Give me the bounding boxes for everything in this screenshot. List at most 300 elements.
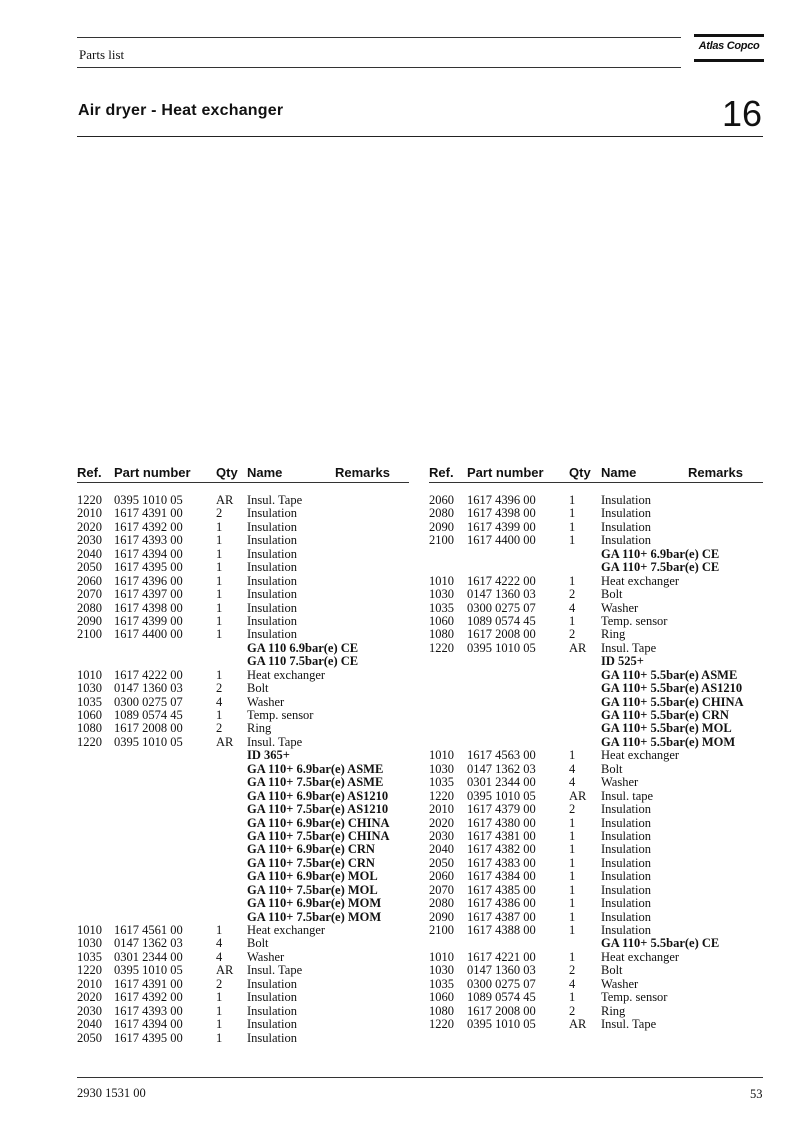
part-number-cell: 1617 4396 00 — [467, 493, 536, 507]
ref-cell: 1060 — [429, 990, 454, 1005]
model-heading: GA 110 6.9bar(e) CE — [247, 640, 359, 655]
ref-cell: 1220 — [429, 640, 454, 655]
model-heading-row — [429, 669, 763, 682]
part-number-cell: 1617 4385 00 — [467, 882, 536, 897]
qty-cell: 2 — [216, 506, 223, 521]
name-cell: Insul. Tape — [247, 734, 303, 749]
qty-cell: AR — [216, 493, 234, 507]
part-number-cell: 1617 4399 00 — [114, 613, 183, 628]
table-row — [429, 763, 763, 776]
part-number-cell: 1617 4393 00 — [114, 1003, 183, 1018]
page-number: 53 — [750, 1087, 763, 1101]
part-number-cell: 1617 4386 00 — [467, 896, 536, 911]
ref-cell: 1010 — [77, 667, 102, 682]
name-cell: Insulation — [247, 1003, 297, 1018]
name-cell: Insulation — [601, 909, 651, 924]
table-row — [77, 924, 409, 937]
model-heading-row — [429, 682, 763, 695]
qty-cell: 4 — [216, 936, 223, 951]
name-cell: Insulation — [601, 533, 651, 548]
ref-cell: 2060 — [429, 493, 454, 507]
model-heading-row — [77, 897, 409, 910]
ref-cell: 2050 — [77, 560, 102, 575]
table-row — [429, 1005, 763, 1018]
atlas-copco-logo — [694, 34, 764, 62]
model-heading-row — [429, 937, 763, 950]
model-heading-row — [77, 790, 409, 803]
model-heading-row — [77, 803, 409, 816]
model-heading: GA 110+ 6.9bar(e) CRN — [247, 842, 375, 857]
table-row — [429, 911, 763, 924]
qty-cell: 1 — [216, 519, 223, 534]
logo-text: Atlas Copco — [698, 40, 760, 52]
part-number-cell: 0395 1010 05 — [114, 734, 183, 749]
ref-cell: 2040 — [429, 842, 454, 857]
qty-cell: 1 — [569, 896, 576, 911]
model-heading: GA 110+ 5.5bar(e) CE — [601, 936, 720, 951]
ref-cell: 1035 — [429, 775, 454, 790]
part-number-cell: 1617 4391 00 — [114, 506, 183, 521]
qty-cell: AR — [569, 1017, 587, 1032]
table-row — [429, 521, 763, 534]
qty-cell: 1 — [569, 949, 576, 964]
part-number-cell: 0395 1010 05 — [467, 788, 536, 803]
part-number-cell: 1617 4388 00 — [467, 923, 536, 937]
name-cell: Insulation — [247, 533, 297, 548]
qty-cell: 2 — [216, 681, 223, 696]
left-col-remarks-header: Remarks — [335, 465, 390, 480]
left-col-ref-header: Ref. — [77, 465, 102, 480]
name-cell: Insulation — [247, 990, 297, 1005]
header-top-rule — [77, 37, 681, 38]
qty-cell: 2 — [216, 721, 223, 736]
ref-cell: 2050 — [77, 1030, 102, 1045]
part-number-cell: 0147 1360 03 — [467, 587, 536, 602]
model-heading: GA 110+ 6.9bar(e) MOM — [247, 896, 382, 911]
model-heading: GA 110+ 7.5bar(e) CHINA — [247, 828, 390, 843]
part-number-cell: 1617 4398 00 — [114, 600, 183, 615]
qty-cell: 4 — [569, 600, 576, 615]
footer-rule — [77, 1077, 763, 1078]
ref-cell: 2030 — [429, 828, 454, 843]
ref-cell: 1220 — [77, 734, 102, 749]
table-row — [429, 615, 763, 628]
qty-cell: 1 — [216, 533, 223, 548]
table-row — [77, 964, 409, 977]
name-cell: Insulation — [601, 896, 651, 911]
model-heading: GA 110+ 7.5bar(e) CRN — [247, 855, 375, 870]
model-heading-row — [77, 830, 409, 843]
qty-cell: 2 — [216, 976, 223, 991]
table-row — [429, 991, 763, 1004]
name-cell: Insulation — [601, 493, 651, 507]
table-row — [77, 521, 409, 534]
ref-cell: 2070 — [429, 882, 454, 897]
ref-cell: 2090 — [77, 613, 102, 628]
qty-cell: 1 — [569, 519, 576, 534]
ref-cell: 2090 — [429, 519, 454, 534]
model-heading-row — [77, 911, 409, 924]
table-row — [77, 937, 409, 950]
part-number-cell: 1617 4399 00 — [467, 519, 536, 534]
model-heading: GA 110+ 7.5bar(e) AS1210 — [247, 802, 389, 817]
ref-cell: 2030 — [77, 533, 102, 548]
part-number-cell: 1617 2008 00 — [114, 721, 183, 736]
ref-cell: 1035 — [429, 600, 454, 615]
table-row — [429, 628, 763, 641]
name-cell: Insulation — [247, 600, 297, 615]
ref-cell: 1035 — [429, 976, 454, 991]
table-row — [429, 870, 763, 883]
model-heading-row — [429, 655, 763, 668]
model-heading: GA 110+ 5.5bar(e) AS1210 — [601, 681, 743, 696]
model-heading: GA 110+ 6.9bar(e) CHINA — [247, 815, 390, 830]
qty-cell: 1 — [569, 533, 576, 548]
table-row — [429, 803, 763, 816]
table-row — [429, 1018, 763, 1031]
right-col-ref-header: Ref. — [429, 465, 454, 480]
table-row — [429, 978, 763, 991]
table-row — [77, 669, 409, 682]
table-row — [429, 642, 763, 655]
ref-cell: 1080 — [429, 627, 454, 642]
qty-cell: AR — [569, 640, 587, 655]
name-cell: Insulation — [247, 519, 297, 534]
left-col-part-header: Part number — [114, 465, 191, 480]
name-cell: Insulation — [601, 855, 651, 870]
table-row — [429, 749, 763, 762]
qty-cell: AR — [569, 788, 587, 803]
ref-cell: 2040 — [77, 546, 102, 561]
part-number-cell: 1617 4563 00 — [467, 748, 536, 763]
ref-cell: 1060 — [429, 613, 454, 628]
part-number-cell: 1617 4400 00 — [467, 533, 536, 548]
qty-cell: 1 — [216, 613, 223, 628]
model-heading: GA 110+ 7.5bar(e) CE — [601, 560, 720, 575]
ref-cell: 1030 — [77, 936, 102, 951]
qty-cell: 1 — [216, 1017, 223, 1032]
qty-cell: 1 — [216, 990, 223, 1005]
part-number-cell: 1617 4395 00 — [114, 1030, 183, 1045]
ref-cell: 2010 — [429, 802, 454, 817]
part-number-cell: 1617 2008 00 — [467, 627, 536, 642]
qty-cell: 4 — [216, 949, 223, 964]
part-number-cell: 0301 2344 00 — [467, 775, 536, 790]
name-cell: Washer — [601, 600, 639, 615]
model-heading-row — [77, 749, 409, 762]
part-number-cell: 1617 4400 00 — [114, 627, 183, 642]
page-title: Air dryer - Heat exchanger — [78, 102, 284, 119]
part-number-cell: 1617 4379 00 — [467, 802, 536, 817]
ref-cell: 2080 — [429, 896, 454, 911]
model-heading: GA 110+ 7.5bar(e) MOL — [247, 882, 378, 897]
qty-cell: 1 — [216, 1003, 223, 1018]
model-heading-row — [429, 722, 763, 735]
part-number-cell: 0300 0275 07 — [467, 976, 536, 991]
model-heading: GA 110+ 6.9bar(e) MOL — [247, 869, 378, 884]
name-cell: Insulation — [601, 802, 651, 817]
part-number-cell: 1089 0574 45 — [467, 990, 536, 1005]
ref-cell: 2080 — [77, 600, 102, 615]
ref-cell: 2060 — [429, 869, 454, 884]
ref-cell: 2040 — [77, 1017, 102, 1032]
ref-cell: 1220 — [429, 1017, 454, 1032]
qty-cell: 2 — [569, 627, 576, 642]
ref-cell: 2020 — [77, 990, 102, 1005]
qty-cell: 4 — [216, 694, 223, 709]
name-cell: Insulation — [247, 976, 297, 991]
table-row — [77, 1032, 409, 1045]
name-cell: Temp. sensor — [601, 613, 668, 628]
table-row — [77, 507, 409, 520]
part-number-cell: 1617 4222 00 — [467, 573, 536, 588]
table-row — [429, 602, 763, 615]
model-heading-row — [77, 817, 409, 830]
ref-cell: 2100 — [429, 923, 454, 937]
qty-cell: AR — [216, 963, 234, 978]
part-number-cell: 0395 1010 05 — [114, 493, 183, 507]
qty-cell: 1 — [216, 923, 223, 937]
model-heading-row — [429, 736, 763, 749]
ref-cell: 1030 — [77, 681, 102, 696]
model-heading-row — [429, 709, 763, 722]
model-heading: GA 110+ 5.5bar(e) CRN — [601, 708, 729, 722]
left-parts-table — [77, 494, 409, 1045]
table-row — [429, 776, 763, 789]
qty-cell: 1 — [569, 828, 576, 843]
qty-cell: 1 — [569, 613, 576, 628]
name-cell: Washer — [601, 976, 639, 991]
model-heading: GA 110 7.5bar(e) CE — [247, 654, 359, 669]
table-row — [429, 588, 763, 601]
ref-cell: 1220 — [77, 493, 102, 507]
part-number-cell: 0301 2344 00 — [114, 949, 183, 964]
name-cell: Insul. Tape — [601, 1017, 657, 1032]
ref-cell: 2010 — [77, 976, 102, 991]
table-row — [429, 924, 763, 937]
name-cell: Heat exchanger — [247, 667, 326, 682]
ref-cell: 1035 — [77, 949, 102, 964]
name-cell: Bolt — [247, 681, 269, 696]
ref-cell: 1035 — [77, 694, 102, 709]
table-row — [429, 817, 763, 830]
name-cell: Temp. sensor — [247, 708, 314, 722]
qty-cell: 1 — [569, 573, 576, 588]
ref-cell: 1080 — [429, 1003, 454, 1018]
qty-cell: 4 — [569, 775, 576, 790]
part-number-cell: 1617 4393 00 — [114, 533, 183, 548]
right-col-remarks-header: Remarks — [688, 465, 743, 480]
ref-cell: 2020 — [77, 519, 102, 534]
name-cell: Washer — [601, 775, 639, 790]
name-cell: Insulation — [601, 506, 651, 521]
model-heading-row — [77, 763, 409, 776]
ref-cell: 1010 — [429, 748, 454, 763]
part-number-cell: 1617 4221 00 — [467, 949, 536, 964]
qty-cell: 2 — [569, 587, 576, 602]
table-row — [429, 951, 763, 964]
ref-cell: 1030 — [429, 587, 454, 602]
part-number-cell: 1617 2008 00 — [467, 1003, 536, 1018]
table-row — [77, 602, 409, 615]
part-number-cell: 1617 4396 00 — [114, 573, 183, 588]
ref-cell: 1220 — [77, 963, 102, 978]
model-heading: ID 525+ — [601, 654, 644, 669]
name-cell: Insulation — [601, 815, 651, 830]
name-cell: Heat exchanger — [601, 949, 680, 964]
table-row — [429, 843, 763, 856]
qty-cell: AR — [216, 734, 234, 749]
model-heading: GA 110+ 7.5bar(e) MOM — [247, 909, 382, 924]
section-number: 16 — [721, 93, 762, 134]
name-cell: Bolt — [601, 963, 623, 978]
part-number-cell: 1617 4398 00 — [467, 506, 536, 521]
model-heading-row — [429, 548, 763, 561]
part-number-cell: 0147 1362 03 — [114, 936, 183, 951]
name-cell: Insul. Tape — [601, 640, 657, 655]
name-cell: Bolt — [601, 587, 623, 602]
name-cell: Insulation — [247, 1017, 297, 1032]
part-number-cell: 1617 4222 00 — [114, 667, 183, 682]
ref-cell: 2080 — [429, 506, 454, 521]
model-heading-row — [77, 642, 409, 655]
table-row — [77, 978, 409, 991]
ref-cell: 2020 — [429, 815, 454, 830]
name-cell: Ring — [601, 627, 626, 642]
table-row — [429, 575, 763, 588]
table-row — [429, 507, 763, 520]
table-row — [77, 1005, 409, 1018]
name-cell: Insulation — [247, 1030, 297, 1045]
table-row — [77, 575, 409, 588]
part-number-cell: 1617 4397 00 — [114, 587, 183, 602]
table-row — [77, 561, 409, 574]
model-heading: GA 110+ 5.5bar(e) MOM — [601, 734, 736, 749]
header-bottom-rule — [77, 67, 681, 68]
table-row — [77, 1018, 409, 1031]
ref-cell: 2030 — [77, 1003, 102, 1018]
name-cell: Ring — [247, 721, 272, 736]
qty-cell: 1 — [569, 855, 576, 870]
table-row — [429, 964, 763, 977]
part-number-cell: 1617 4387 00 — [467, 909, 536, 924]
model-heading-row — [77, 884, 409, 897]
table-row — [77, 709, 409, 722]
right-col-qty-header: Qty — [569, 465, 591, 480]
qty-cell: 1 — [216, 560, 223, 575]
ref-cell: 1030 — [429, 761, 454, 776]
name-cell: Insulation — [601, 923, 651, 937]
model-heading: ID 365+ — [247, 748, 290, 763]
table-row — [77, 615, 409, 628]
qty-cell: 1 — [569, 882, 576, 897]
table-row — [77, 628, 409, 641]
right-header-rule — [429, 482, 763, 483]
qty-cell: 4 — [569, 761, 576, 776]
right-col-name-header: Name — [601, 465, 637, 480]
qty-cell: 1 — [569, 990, 576, 1005]
part-number-cell: 0300 0275 07 — [467, 600, 536, 615]
name-cell: Insulation — [247, 560, 297, 575]
name-cell: Washer — [247, 694, 285, 709]
table-row — [77, 951, 409, 964]
ref-cell: 1220 — [429, 788, 454, 803]
left-col-name-header: Name — [247, 465, 283, 480]
qty-cell: 1 — [216, 573, 223, 588]
name-cell: Insulation — [601, 842, 651, 857]
table-row — [429, 494, 763, 507]
part-number-cell: 1617 4382 00 — [467, 842, 536, 857]
table-row — [77, 682, 409, 695]
ref-cell: 2060 — [77, 573, 102, 588]
name-cell: Insulation — [247, 546, 297, 561]
qty-cell: 1 — [569, 493, 576, 507]
document-number: 2930 1531 00 — [77, 1086, 146, 1100]
name-cell: Insulation — [601, 828, 651, 843]
name-cell: Heat exchanger — [601, 573, 680, 588]
name-cell: Heat exchanger — [601, 748, 680, 763]
table-row — [429, 830, 763, 843]
title-rule — [77, 136, 763, 137]
qty-cell: 1 — [216, 1030, 223, 1045]
name-cell: Bolt — [247, 936, 269, 951]
part-number-cell: 1089 0574 45 — [114, 708, 183, 722]
table-row — [429, 534, 763, 547]
ref-cell: 1030 — [429, 963, 454, 978]
qty-cell: 1 — [569, 506, 576, 521]
part-number-cell: 1617 4395 00 — [114, 560, 183, 575]
ref-cell: 1010 — [429, 949, 454, 964]
ref-cell: 2050 — [429, 855, 454, 870]
name-cell: Insul. Tape — [247, 493, 303, 507]
table-row — [77, 534, 409, 547]
ref-cell: 2100 — [77, 627, 102, 642]
name-cell: Bolt — [601, 761, 623, 776]
qty-cell: 2 — [569, 802, 576, 817]
table-row — [77, 991, 409, 1004]
table-row — [77, 722, 409, 735]
model-heading-row — [77, 857, 409, 870]
table-row — [429, 790, 763, 803]
model-heading: GA 110+ 5.5bar(e) ASME — [601, 667, 738, 682]
ref-cell: 1010 — [77, 923, 102, 937]
table-row — [77, 696, 409, 709]
qty-cell: 1 — [216, 667, 223, 682]
qty-cell: 1 — [569, 923, 576, 937]
model-heading: GA 110+ 6.9bar(e) ASME — [247, 761, 384, 776]
name-cell: Insulation — [247, 506, 297, 521]
table-row — [429, 897, 763, 910]
model-heading-row — [77, 870, 409, 883]
name-cell: Ring — [601, 1003, 626, 1018]
name-cell: Insulation — [247, 613, 297, 628]
name-cell: Insulation — [601, 519, 651, 534]
qty-cell: 1 — [216, 587, 223, 602]
part-number-cell: 0395 1010 05 — [114, 963, 183, 978]
right-col-part-header: Part number — [467, 465, 544, 480]
part-number-cell: 1617 4394 00 — [114, 546, 183, 561]
name-cell: Insulation — [601, 869, 651, 884]
model-heading: GA 110+ 7.5bar(e) ASME — [247, 775, 384, 790]
name-cell: Insulation — [247, 627, 297, 642]
part-number-cell: 1617 4391 00 — [114, 976, 183, 991]
name-cell: Heat exchanger — [247, 923, 326, 937]
table-row — [77, 736, 409, 749]
right-parts-table — [429, 494, 763, 1032]
model-heading: GA 110+ 6.9bar(e) CE — [601, 546, 720, 561]
qty-cell: 1 — [569, 869, 576, 884]
part-number-cell: 0147 1360 03 — [114, 681, 183, 696]
